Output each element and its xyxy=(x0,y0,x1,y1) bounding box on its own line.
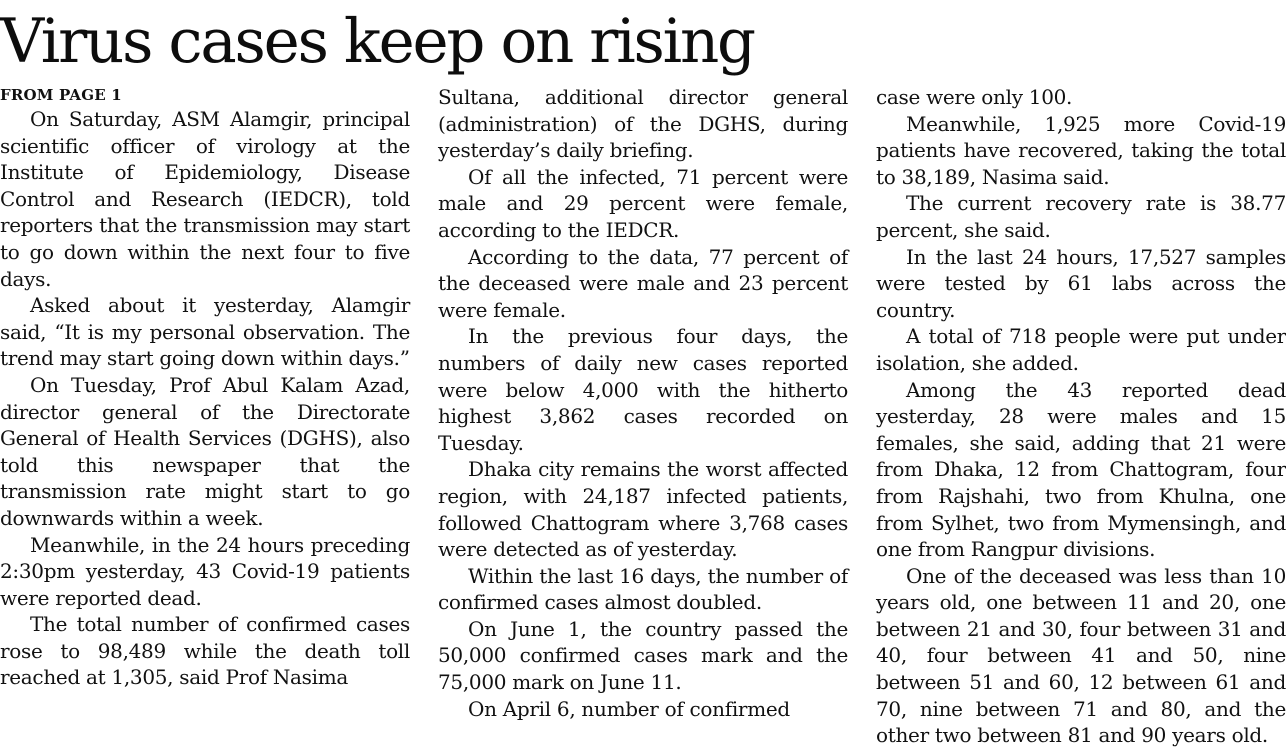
paragraph: According to the data, 77 percent of the deceased were male and 23 percent were female. xyxy=(438,244,848,322)
paragraph: Meanwhile, in the 24 hours preceding 2:30pm yesterday, 43 Covid-19 patients were reported dead. xyxy=(0,532,410,610)
paragraph: On Saturday, ASM Alamgir, principal scientific officer of virology at the Institute of Epidemiology, Disease Control and Research (IEDCR), told reporters that the transmission may start to go down within the next four to five days. xyxy=(0,107,410,291)
paragraph: Asked about it yesterday, Alamgir said, “It is my personal observation. The trend may start going down within days.” xyxy=(0,293,410,371)
paragraph-continued: case were only 100. xyxy=(876,85,1073,109)
paragraph: A total of 718 people were put under isolation, she added. xyxy=(876,324,1286,375)
paragraph: Within the last 16 days, the number of confirmed cases almost doubled. xyxy=(438,563,848,615)
paragraph: On April 6, number of confirmed xyxy=(468,696,790,721)
paragraph: Of all the infected, 71 percent were male and 29 percent were female, according to the IEDCR. xyxy=(438,164,848,242)
paragraph-continued: Sultana, additional director general (administration) of the DGHS, during yesterday’s daily briefing. xyxy=(438,85,848,163)
paragraph: Meanwhile, 1,925 more Covid-19 patients have recovered, taking the total to 38,189, Nasima said. xyxy=(876,111,1286,189)
paragraph: The current recovery rate is 38.77 percent, she said. xyxy=(876,191,1286,242)
paragraph: Dhaka city remains the worst affected region, with 24,187 infected patients, followed Chattogram where 3,768 cases were detected as of yesterday. xyxy=(438,457,848,562)
paragraph: In the previous four days, the numbers of daily new cases reported were below 4,000 with the hitherto highest 3,862 cases recorded on Tuesday. xyxy=(438,324,848,455)
article-column-middle xyxy=(438,84,848,727)
article-column-right xyxy=(876,84,1286,748)
paragraph: On Tuesday, Prof Abul Kalam Azad, director general of the Directorate General of Health Services (DGHS), also told this newspaper that the transmission rate might start to go downwards within a week. xyxy=(0,372,410,530)
headline: Virus cases keep on rising xyxy=(0,6,754,77)
paragraph: In the last 24 hours, 17,527 samples were tested by 61 labs across the country. xyxy=(876,244,1286,322)
paragraph: Among the 43 reported dead yesterday, 28 were males and 15 females, she said, adding that 21 were from Dhaka, 12 from Chattogram, four from Rajshahi, two from Khulna, one from Sylhet, two from Mymensingh, and one from Rangpur divisions. xyxy=(876,377,1286,562)
paragraph: The total number of confirmed cases rose to 98,489 while the death toll reached at 1,305, said Prof Nasima xyxy=(0,612,410,690)
paragraph: On June 1, the country passed the 50,000 confirmed cases mark and the 75,000 mark on June 11. xyxy=(438,616,848,695)
article-column-left xyxy=(0,84,410,727)
paragraph: One of the deceased was less than 10 years old, one between 11 and 20, one between 21 and 30, four between 31 and 40, four between 41 and 50, nine between 51 and 60, 12 between 61 and 70, nine between 71 and 80, and the other two between 81 and 90 years old. xyxy=(876,563,1286,748)
from-page-label: FROM PAGE 1 xyxy=(0,86,122,104)
